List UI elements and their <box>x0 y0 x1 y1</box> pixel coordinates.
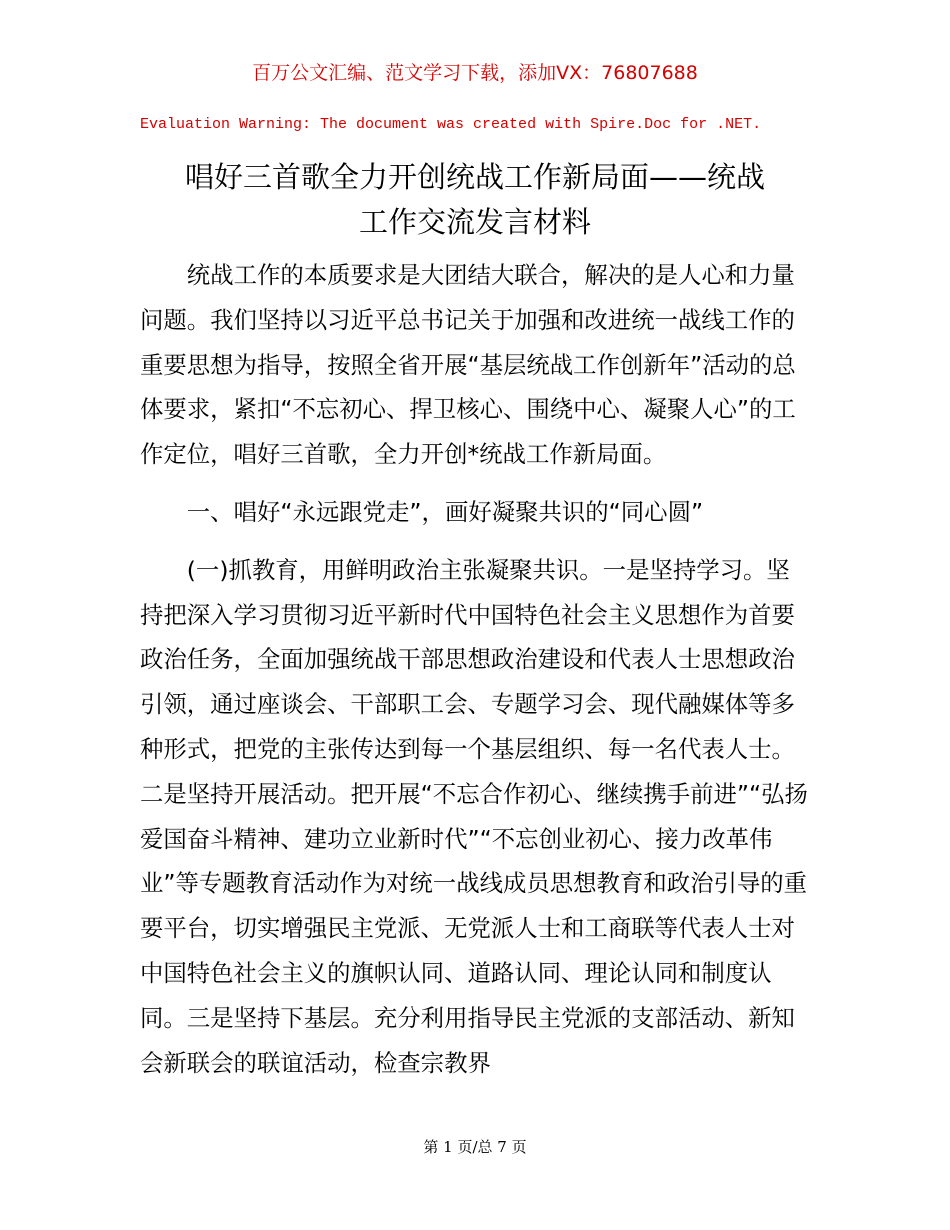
intro-paragraph: 统战工作的本质要求是大团结大联合，解决的是人心和力量问题。我们坚持以习近平总书记关于加强和改进统一战线工作的重要思想为指导，按照全省开展“基层统战工作创新年”活动的总体要求，紧扣“不忘初心、捍卫核心、围绕中心、凝聚人心”的工作定位，唱好三首歌，全力开创*统战工作新局面。 <box>140 261 796 469</box>
document-body <box>140 253 812 1085</box>
evaluation-warning: Evaluation Warning: The document was created with Spire.Doc for .NET. <box>140 116 762 133</box>
title-line-2: 工作交流发言材料 <box>358 205 591 239</box>
body-paragraph: (一)抓教育，用鲜明政治主张凝聚共识。一是坚持学习。坚持把深入学习贯彻习近平新时代中国特色社会主义思想作为首要政治任务，全面加强统战干部思想政治建设和代表人士思想政治引领，通过座谈会、干部职工会、专题学习会、现代融媒体等多种形式，把党的主张传达到每一个基层组织、每一名代表人士。二是坚持开展活动。把开展“不忘合作初心、继续携手前进”“弘扬爱国奋斗精神、建功立业新时代”“不忘创业初心、接力改革伟业”等专题教育活动作为对统一战线成员思想教育和政治引导的重要平台，切实增强民主党派、无党派人士和工商联等代表人士对中国特色社会主义的旗帜认同、道路认同、理论认同和制度认同。三是坚持下基层。充分利用指导民主党派的支部活动、新知会新联会的联谊活动，检查宗教界 <box>140 555 808 1077</box>
promo-banner: 百万公文汇编、范文学习下载，添加VX：76807688 <box>252 62 698 84</box>
title-line-1: 唱好三首歌全力开创统战工作新局面——统战 <box>184 160 765 194</box>
section-heading: 一、唱好“永远跟党走”，画好凝聚共识的“同心圆” <box>186 497 704 526</box>
page-number: 第 1 页/总 7 页 <box>423 1138 527 1156</box>
document-title <box>140 155 810 245</box>
